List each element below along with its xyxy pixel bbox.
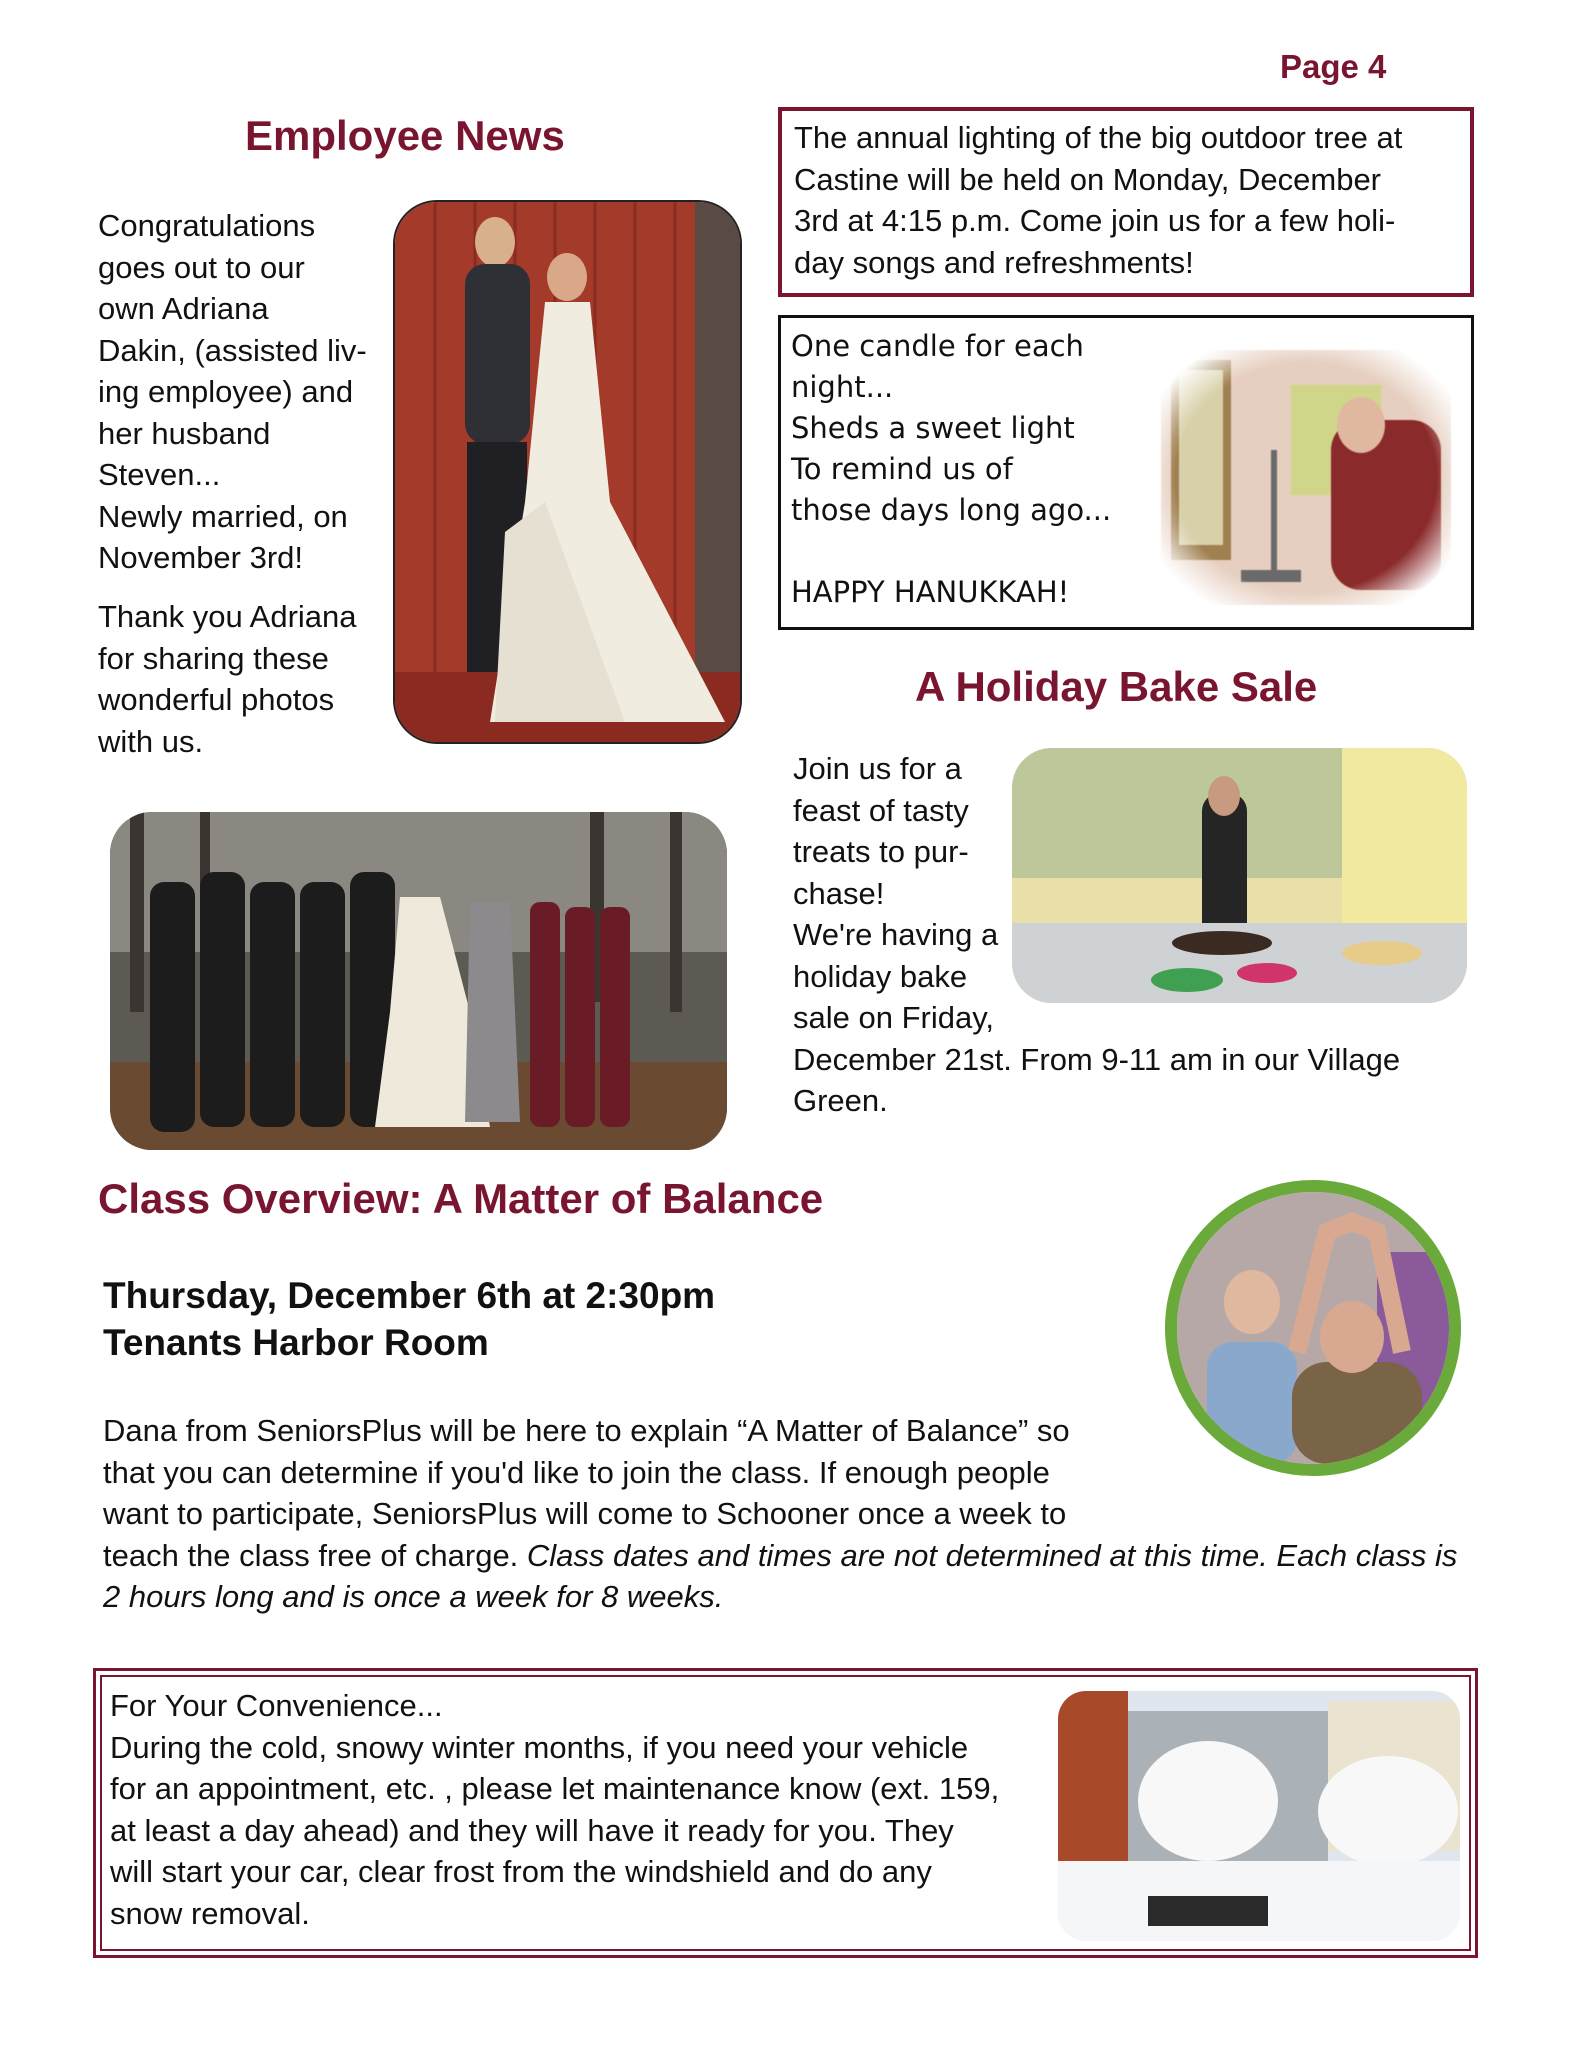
poem-line: To remind us of bbox=[791, 452, 1013, 486]
class-description-line: that you can determine if you'd like to join the class. If enough people bbox=[103, 1454, 1050, 1490]
employee-news-line: goes out to our bbox=[98, 249, 305, 285]
bake-sale-line: feast of tasty bbox=[793, 792, 969, 828]
thanks-line: Thank you Adriana bbox=[98, 599, 357, 634]
employee-news-thanks bbox=[98, 596, 398, 762]
snowy-building-photo bbox=[1058, 1691, 1460, 1941]
poem-line: night... bbox=[791, 370, 894, 404]
bake-sale-line: Green. bbox=[793, 1083, 888, 1118]
convenience-line: will start your car, clear frost from the windshield and do any bbox=[110, 1854, 932, 1889]
class-date-line: Thursday, December 6th at 2:30pm bbox=[103, 1275, 716, 1316]
bake-sale-line: treats to pur- bbox=[793, 834, 969, 869]
thanks-line: wonderful photos bbox=[98, 682, 335, 717]
convenience-notice bbox=[93, 1668, 1478, 1958]
tree-lighting-line: 3rd at 4:15 p.m. Come join us for a few holi- bbox=[794, 203, 1396, 238]
employee-news-line: ing employee) and bbox=[98, 374, 354, 409]
employee-news-text bbox=[98, 205, 398, 579]
convenience-line: During the cold, snowy winter months, if you need your vehicle bbox=[110, 1729, 969, 1765]
convenience-text bbox=[110, 1685, 999, 1934]
convenience-line: snow removal. bbox=[110, 1895, 310, 1931]
employee-news-line: Dakin, (assisted liv- bbox=[98, 332, 367, 368]
class-description-plain: teach the class free of charge. bbox=[103, 1537, 527, 1573]
employee-news-line: November 3rd! bbox=[98, 540, 304, 575]
poem-line: Sheds a sweet light bbox=[791, 411, 1075, 445]
convenience-line: For Your Convenience... bbox=[110, 1688, 443, 1723]
bake-sale-line: chase! bbox=[793, 875, 885, 911]
bake-sale-photo bbox=[1012, 748, 1467, 1003]
balance-class-photo bbox=[1165, 1180, 1461, 1476]
class-schedule bbox=[103, 1272, 715, 1366]
class-description-line: want to participate, SeniorsPlus will come to Schooner once a week to bbox=[103, 1496, 1067, 1531]
class-overview-heading: Class Overview: A Matter of Balance bbox=[98, 1175, 824, 1222]
poem-line: One candle for each bbox=[791, 329, 1084, 363]
class-description-line bbox=[103, 1535, 1457, 1577]
convenience-line: at least a day ahead) and they will have it ready for you. They bbox=[110, 1812, 954, 1848]
wedding-party-photo bbox=[110, 812, 727, 1150]
bake-sale-line: holiday bake bbox=[793, 958, 968, 994]
employee-news-heading: Employee News bbox=[245, 112, 565, 159]
tree-lighting-line: The annual lighting of the big outdoor tree at bbox=[794, 120, 1403, 155]
tree-lighting-line: day songs and refreshments! bbox=[794, 244, 1194, 280]
convenience-line: for an appointment, etc. , please let maintenance know (ext. 159, bbox=[110, 1771, 1000, 1806]
class-description-line: Dana from SeniorsPlus will be here to explain “A Matter of Balance” so bbox=[103, 1413, 1070, 1448]
bake-sale-line: We're having a bbox=[793, 917, 999, 952]
bake-sale-line: Join us for a bbox=[793, 751, 962, 786]
hanukkah-notice bbox=[778, 315, 1474, 630]
class-description-italic: Class dates and times are not determined at this time. Each class is bbox=[526, 1537, 1458, 1573]
poem-line: those days long ago... bbox=[791, 493, 1112, 527]
hanukkah-poem bbox=[791, 326, 1111, 613]
class-room-line: Tenants Harbor Room bbox=[103, 1322, 489, 1363]
thanks-line: with us. bbox=[98, 723, 204, 759]
bake-sale-heading: A Holiday Bake Sale bbox=[915, 663, 1318, 710]
hanukkah-greeting: HAPPY HANUKKAH! bbox=[791, 575, 1070, 609]
wedding-couple-photo bbox=[393, 200, 742, 744]
employee-news-line: Newly married, on bbox=[98, 498, 348, 534]
employee-news-line: her husband bbox=[98, 415, 271, 451]
tree-lighting-line: Castine will be held on Monday, December bbox=[794, 161, 1382, 197]
bake-sale-line: sale on Friday, bbox=[793, 1000, 995, 1035]
employee-news-line: Steven... bbox=[98, 457, 221, 492]
employee-news-line: own Adriana bbox=[98, 291, 269, 326]
employee-news-line: Congratulations bbox=[98, 208, 316, 243]
page-number: Page 4 bbox=[1280, 48, 1387, 85]
tree-lighting-notice bbox=[778, 107, 1474, 297]
bake-sale-line: December 21st. From 9-11 am in our Village bbox=[793, 1041, 1401, 1077]
menorah-lighting-photo bbox=[1161, 350, 1451, 605]
thanks-line: for sharing these bbox=[98, 640, 329, 676]
class-description-line: 2 hours long and is once a week for 8 weeks. bbox=[103, 1579, 724, 1614]
